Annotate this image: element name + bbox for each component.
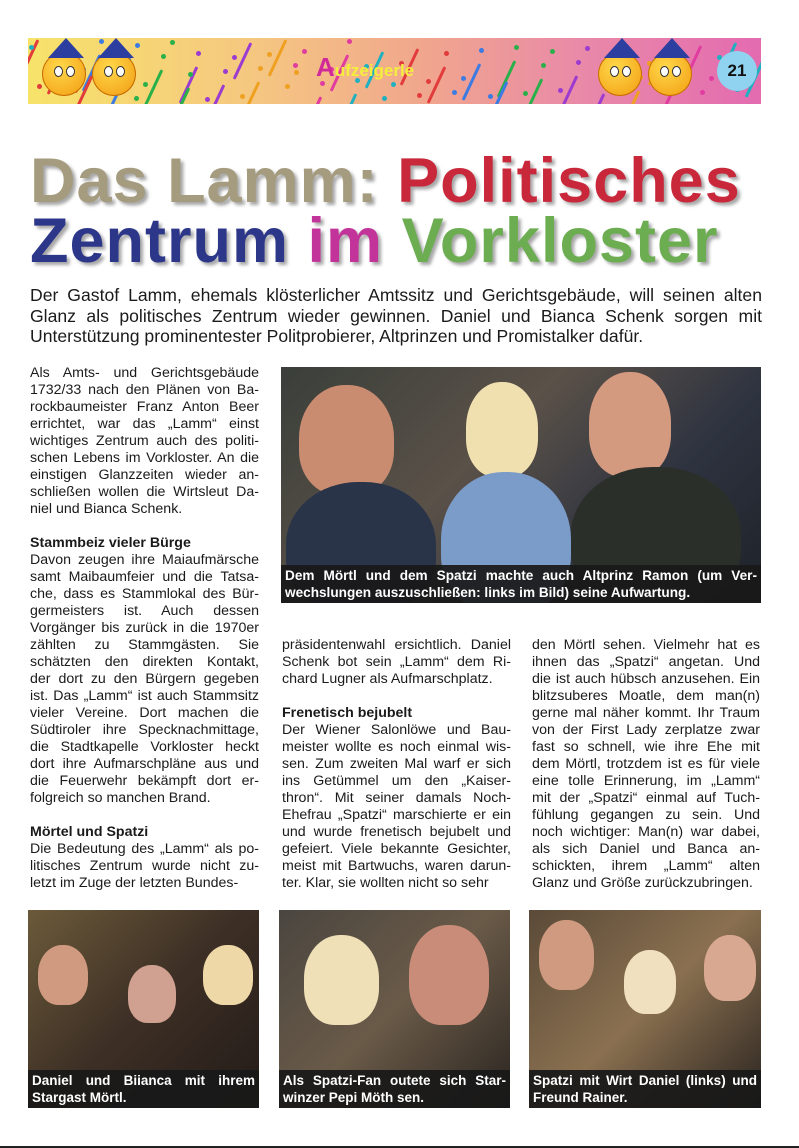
text-line: meister wollte es noch einmal wis- [282,739,511,755]
text-line: letzt im Zuge der letzten Bundes- [30,875,239,891]
text-line: die ist auch hübsch anzusehen. Ein [532,671,760,687]
text-line: die Feuerwehr bekämpft dort er- [30,773,259,789]
confetti-piece [452,90,457,95]
confetti-piece [161,54,166,59]
text-line: ins Getümmel um den „Kaiser- [282,773,511,789]
bottom-photo-1 [28,910,259,1108]
text-line: thron“. Mit seiner damals Noch- [282,790,511,806]
confetti-piece [523,91,528,96]
text-line: schätzten den direkten Kontakt, [30,654,259,670]
person-figure [624,950,676,1014]
text-line: wechslungen auszuschließen: links im Bild) seine Aufwartung. [285,585,691,600]
text-line: mit der „Spatzi“ einmal auf Tuch- [532,790,760,806]
text-line: einstigen Glanzzeiten wieder an- [30,467,259,483]
confetti-piece [417,93,422,98]
party-smiley-icon [42,52,86,96]
paragraph-gap [282,688,511,705]
confetti-piece [488,94,493,99]
text-line: che, dass es Stammlokal des Bür- [30,586,259,602]
person-figure [409,925,489,1025]
headline-part: Das Lamm: [30,146,379,216]
paragraph [532,637,760,892]
paragraph [30,552,259,807]
text-line: Davon zeugen ihre Maiaufmärsche [30,552,259,568]
bottom-photo-2 [279,910,510,1108]
text-line: von der First Lady zerplatze zwar [532,722,760,738]
paragraph-gap [30,518,259,535]
text-line: gefeiert. Viele bekannte Gesichter, [282,841,511,857]
confetti-piece [258,66,263,71]
confetti-piece [426,79,431,84]
confetti-piece [29,45,34,50]
confetti-piece [170,40,175,45]
confetti-piece [382,96,387,101]
text-line: Als Spatzi-Fan outete sich Star- [283,1073,506,1088]
confetti-piece [576,60,581,65]
confetti-piece [709,76,714,81]
text-line: Südtiroler ihre Specknachmittage, [30,722,259,738]
text-line: Unterstützung prominentester Politprobierer, Altprinzen und Promistalker dafür. [30,326,644,346]
confetti-piece [558,88,563,93]
text-line: rockbaumeister Franz Anton Beer [30,399,259,415]
text-line: ist. Das „Lamm“ ist auch Stammsitz [30,688,259,704]
page-number: 21 [717,51,757,91]
subheading: Frenetisch bejubelt [282,705,413,721]
paragraph [30,841,259,892]
person-figure [203,945,253,1005]
text-line: schließen wollen die Wirtsleut Da- [30,484,259,500]
person-figure [38,945,88,1005]
person-figure [589,372,671,477]
text-line: Der Gastof Lamm, ehemals klösterlicher Amtssitz und Gerichtsgebäude, will seinen alten [30,285,762,305]
text-line: wichtiges Zentrum auch des politi- [30,433,259,449]
text-line: Ehefrau „Spatzi“ marschierte er ein [282,807,511,823]
text-line: Glanz als politisches Zentrum wieder gewinnen. Daniel und Bianca Schenk sorgen mit [30,305,762,326]
confetti-piece [241,81,261,104]
paragraph [282,722,511,892]
text-line: präsidentenwahl ersichtlich. Daniel [282,637,511,653]
confetti-piece [303,96,323,104]
subheading: Stammbeiz vieler Bürge [30,535,191,551]
confetti-piece [427,66,447,104]
confetti-piece [338,93,358,104]
text-line: ihnen das „Spatzi“ angetan. Und [532,654,760,670]
main-photo [281,367,761,603]
confetti-piece [294,70,299,75]
text-line: den Mörtl sehen. Vielmehr hat es [532,637,760,653]
text-line: gerne mal näher kommt. Ihr Traum [532,705,760,721]
photo-caption [279,1070,510,1108]
text-line: zählten zu Stammgästen. Sie [30,637,259,653]
paragraph [30,365,259,518]
lead-paragraph [30,285,762,347]
text-line: germeisters ist. Auch dessen [30,603,259,619]
confetti-piece [188,72,193,77]
text-line: vieler Vereine. Dort machen die [30,705,259,721]
main-photo-caption [281,565,761,603]
text-line: und wurde frenetisch bejubelt und [282,824,511,840]
confetti-piece [143,82,148,87]
confetti-piece [462,63,482,101]
party-smiley-icon [92,52,136,96]
text-line: als sich Daniel und Banca an- [532,841,760,857]
text-line: Freund Rainer. [533,1090,628,1105]
text-column-2 [282,637,511,892]
text-line: dem Mörtl, trotzdem ist es für viele [532,756,760,772]
text-line: Schenk bot sein „Lamm“ dem Ri- [282,654,511,670]
headline-line-2 [30,206,719,276]
headline-part: Politisches [397,146,741,216]
text-line: eine tolle Erinnerung, im „Lamm“ [532,773,760,789]
text-line: fühlung gegangen zu sein. Und [532,807,760,823]
text-line: Als Amts- und Gerichtsgebäude [30,365,259,381]
subheading: Mörtel und Spatzi [30,824,149,840]
text-line: Dem Mörtl und dem Spatzi machte auch Altprinz Ramon (um Ver- [285,568,757,583]
confetti-piece [233,42,253,80]
confetti-piece [37,84,42,89]
person-figure [539,920,594,990]
text-line: schickten, ihrem „Lamm“ alten [532,858,760,874]
text-line: Vorgänger bis zurück in die 1970er [30,620,259,636]
text-column-3 [532,637,760,892]
confetti-piece [550,49,555,54]
confetti-piece [223,69,228,74]
person-figure [299,385,394,495]
text-line: dort ihre Aufmarschpläne aus und [30,756,259,772]
section-logo: Aufzeigerle [316,52,415,82]
confetti-piece [302,49,307,54]
photo-caption [28,1070,259,1108]
text-line: die Stadtkapelle Vorkloster heckt [30,739,259,755]
text-line: ter. Klar, sie wollten nicht so sehr [282,875,489,891]
text-line: fast so schnell, wie ihre Ehe mit [532,739,760,755]
confetti-piece [293,63,298,68]
text-line: Daniel und Biianca mit ihrem [32,1073,255,1088]
headline-part: im [307,206,384,276]
person-figure [466,382,538,477]
text-line: der dort zu den Bürgern gegeben [30,671,259,687]
text-line: folgreich so manchen Brand. [30,790,211,806]
confetti-piece [196,51,201,56]
bottom-photo-3 [529,910,761,1108]
confetti-piece [585,46,590,51]
text-line: schen Lebens im Vorkloster. An die [30,450,259,466]
text-line: litisches Zentrum wurde nicht zu- [30,858,259,874]
photo-caption [529,1070,761,1108]
text-line: Glanz und Größe zurückzubringen. [532,875,753,891]
text-line: blitzsuberes Moatle, dem man(n) [532,688,760,704]
person-figure [304,935,379,1025]
text-line: Stargast Mörtl. [32,1090,127,1105]
confetti-piece [134,96,139,101]
text-line: errichtet, war das „Lamm“ einst [30,416,259,432]
person-figure [704,935,756,1001]
confetti-piece [285,84,290,89]
text-line: winzer Pepi Möth sen. [283,1090,425,1105]
confetti-piece [135,43,140,48]
paragraph-gap [30,807,259,824]
headline-part: Zentrum [30,206,289,276]
party-smiley-icon [648,52,692,96]
text-line: Der Wiener Salonlöwe und Bau- [282,722,511,738]
headline-part: Vorkloster [401,206,719,276]
text-line: chard Lugner als Aufmarschplatz. [282,671,493,687]
confetti-piece [514,45,519,50]
text-line: Die Bedeutung des „Lamm“ als po- [30,841,259,857]
text-line: samt Maibaumfeier und die Tatsa- [30,569,259,585]
confetti-piece [267,52,272,57]
confetti-piece [347,39,352,44]
confetti-piece [232,55,237,60]
text-line: Spatzi mit Wirt Daniel (links) und [533,1073,757,1088]
header-banner [28,38,761,104]
confetti-piece [586,93,606,104]
confetti-piece [240,94,245,99]
text-column-1 [30,365,259,892]
confetti-piece [205,97,210,102]
text-line: niel und Bianca Schenk. [30,501,183,517]
confetti-piece [268,39,288,77]
party-smiley-icon [598,52,642,96]
confetti-piece [479,48,484,53]
paragraph [282,637,511,688]
confetti-piece [541,63,546,68]
person-figure [128,965,176,1023]
text-line: sen. Zum zweiten Mal warf er sich [282,756,511,772]
confetti-piece [700,90,705,95]
text-line: meist mit Bartwuchs, waren darun- [282,858,511,874]
confetti-piece [461,76,466,81]
text-line: 1732/33 nach den Plänen von Ba- [30,382,259,398]
confetti-piece [444,51,449,56]
text-line: noch wichtiger: Man(n) war dabei, [532,824,760,840]
